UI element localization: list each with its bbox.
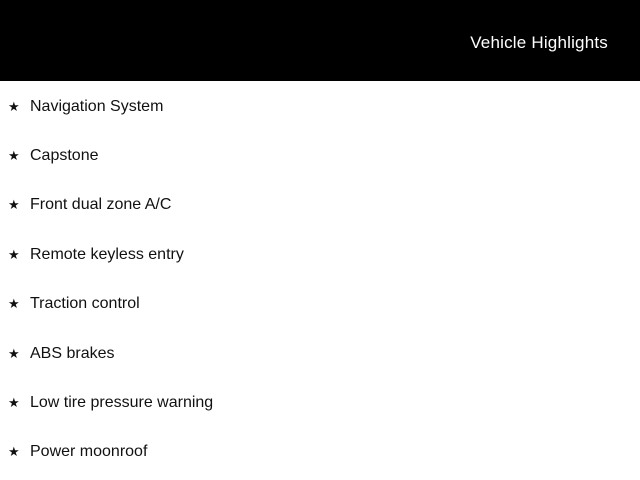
item-label: Capstone — [30, 147, 99, 165]
list-item — [0, 230, 640, 279]
list-item — [0, 280, 640, 329]
star-icon: ★ — [8, 445, 20, 461]
star-icon: ★ — [8, 346, 20, 362]
vehicle-highlights-list — [0, 81, 640, 477]
item-label: Remote keyless entry — [30, 245, 184, 263]
item-label: Navigation System — [30, 97, 164, 115]
header-bar — [0, 0, 640, 81]
list-item — [0, 329, 640, 378]
star-icon: ★ — [8, 396, 20, 412]
list-item — [0, 378, 640, 427]
star-icon: ★ — [8, 149, 20, 165]
item-label: Power moonroof — [30, 443, 148, 461]
list-item — [0, 131, 640, 180]
item-label: Front dual zone A/C — [30, 196, 172, 214]
item-label: Traction control — [30, 295, 140, 313]
item-label: ABS brakes — [30, 344, 115, 362]
star-icon: ★ — [8, 198, 20, 214]
star-icon: ★ — [8, 99, 20, 115]
item-label: Low tire pressure warning — [30, 394, 214, 412]
list-item — [0, 428, 640, 477]
star-icon: ★ — [8, 247, 20, 263]
page-title: Vehicle Highlights — [470, 32, 608, 52]
list-item — [0, 181, 640, 230]
list-item — [0, 82, 640, 131]
star-icon: ★ — [8, 297, 20, 313]
